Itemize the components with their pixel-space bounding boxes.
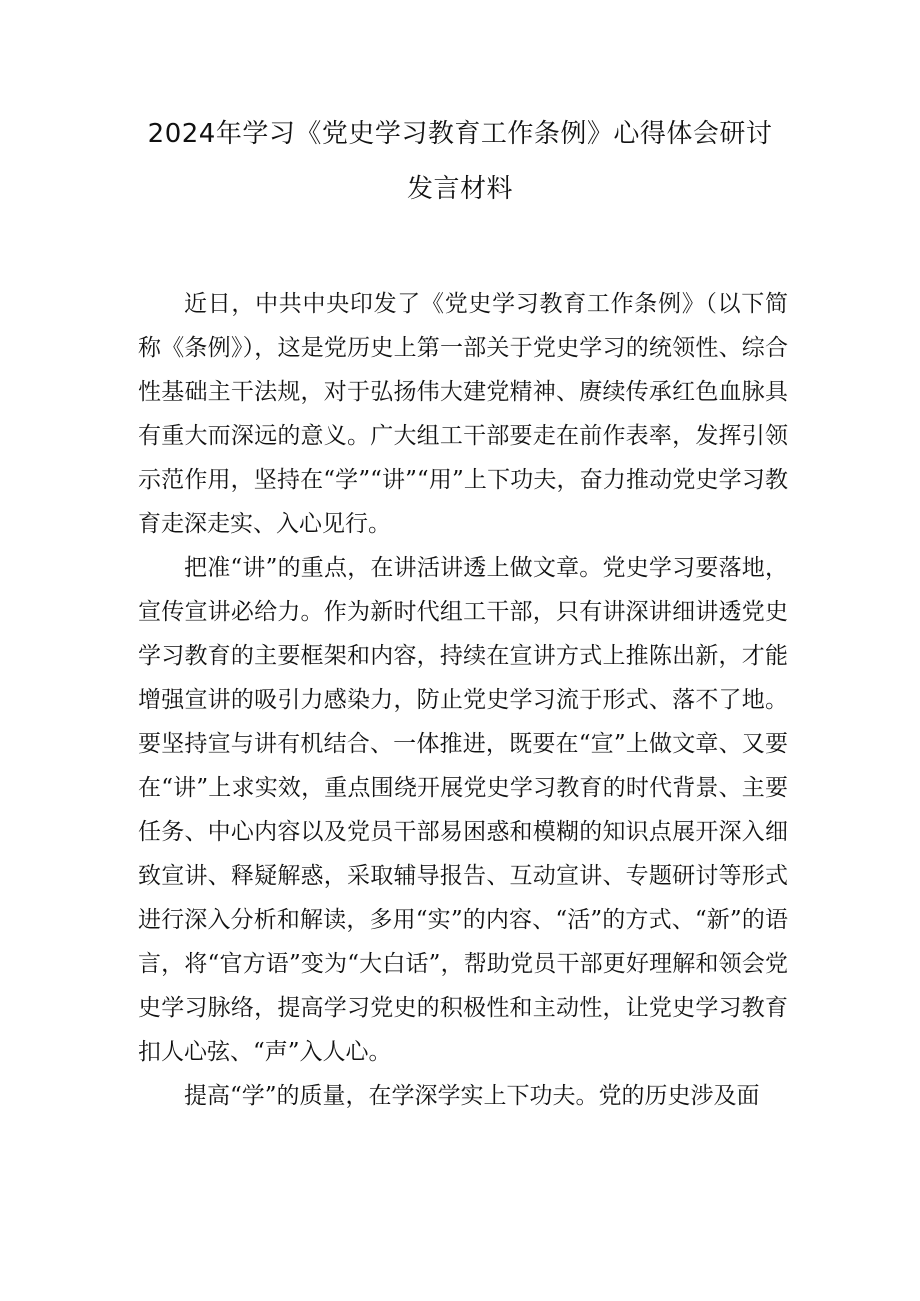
document-title-line-1: 2024年学习《党史学习教育工作条例》心得体会研讨	[147, 119, 773, 149]
document-title-line-2: 发言材料	[406, 174, 513, 204]
document-body	[138, 282, 788, 1118]
paragraph-intro: 近日，中共中央印发了《党史学习教育工作条例》（以下简称《条例》），这是党历史上第一部关于党史学习的统领性、综合性基础主干法规，对于弘扬伟大建党精神、赓续传承红色血脉具有重大而深远的意义。广大组工干部要走在前作表率，发挥引领示范作用，坚持在“学”“讲”“用”上下功夫，奋力推动党史学习教育走深走实、入心见行。	[138, 291, 788, 537]
paragraph-study: 提高“学”的质量，在学深学实上下功夫。党的历史涉及面	[184, 1083, 760, 1109]
paragraph-speak: 把准“讲”的重点，在讲活讲透上做文章。党史学习要落地，宣传宣讲必给力。作为新时代组工干部，只有讲深讲细讲透党史学习教育的主要框架和内容，持续在宣讲方式上推陈出新，才能增强宣讲的吸引力感染力，防止党史学习流于形式、落不了地。要坚持宣与讲有机结合、一体推进，既要在“宣”上做文章、又要在“讲”上求实效，重点围绕开展党史学习教育的时代背景、主要任务、中心内容以及党员干部易困惑和模糊的知识点展开深入细致宣讲、释疑解惑，采取辅导报告、互动宣讲、专题研讨等形式进行深入分析和解读，多用“实”的内容、“活”的方式、“新”的语言，将“官方语”变为“大白话”，帮助党员干部更好理解和领会党史学习脉络，提高学习党史的积极性和主动性，让党史学习教育扣人心弦、“声”入人心。	[138, 555, 788, 1065]
